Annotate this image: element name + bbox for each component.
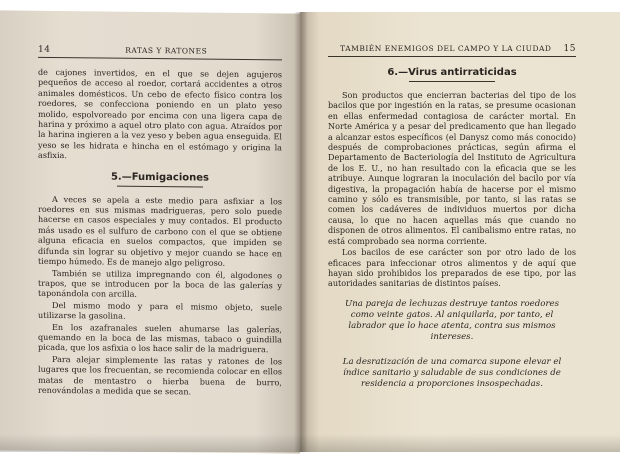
left-running-head: [38, 45, 282, 61]
right-running-title: TAMBIÉN ENEMIGOS DEL CAMPO Y LA CIUDAD: [340, 44, 552, 53]
left-page: [0, 10, 300, 453]
title-rule: [117, 185, 203, 187]
paragraph: Son productos que encierran bacterias del tipo de los bacilos que por ingestión en la ratas, se presume ocasionan en ellas enfermedad contagiosa de carácter mortal. En Norte América y a pesar del predicamento que han llegado a alcanzar estos específicos (el Danysz como más conocido) después de comprobaciones prácticas, según afirma el Departamento de Bacteriología del Instituto de Agricultura de los E. U., no han resultado con la eficacia que se les atribuye. Aunque lograran la inoculación del bacilo por vía digestiva, la propagación había de hacerse por el mismo camino y sólo es transmisible, por tanto, si las ratas se comen los cadáveres de individuos muertos por dicha causa, lo que no hacen aquellas más que cuando no disponen de otros alimentos. El canibalismo entre ratas, no está comprobado sea norma corriente.: [328, 90, 576, 246]
paragraph: A veces se apela a este medio para asfixiar a los roedores en sus mismas madrigueras, pero solo puede hacerse en casos especiales y muy contados. El producto más usado es el sulfuro de carbono con el que se obtiene alguna eficacia en suelos compactos, que impiden se difunda sin lograr su objetivo y mejor cuando se hace en tiempo húmedo. Es de manejo algo peligroso.: [38, 193, 282, 268]
section-title-virus: 6.—Virus antirraticidas: [387, 67, 517, 78]
left-running-title: RATAS Y RATONES: [125, 45, 208, 56]
fumigaciones-body: [38, 193, 282, 397]
paragraph: Para alejar simplemente las ratas y ratones de los lugares que los frecuentan, se recomienda colocar en ellos matas de mentastro o hierba buena de burro, renovándolas a medida que se secan.: [38, 353, 282, 397]
left-page-number: 14: [38, 44, 51, 55]
italic-note-lechuzas: Una pareja de lechuzas destruye tantos roedores como veinte gatos. Al aniquilarla, por tanto, el labrador que lo hace atenta, contra sus mismos intereses.: [344, 298, 560, 342]
title-rule: [409, 81, 495, 82]
page-edge-shadow: [0, 434, 620, 452]
paragraph: En los azafranales suelen ahumarse las galerías, quemando en la boca de las mismas, tabaco o guindilla picada, que los asfixia o los hace salir de la madriguera.: [38, 321, 282, 355]
paragraph: Del mismo modo y para el mismo objeto, suele utilizarse la gasolina.: [38, 299, 282, 321]
italic-note-desratizacion: La desratización de una comarca supone elevar el índice sanitario y saludable de sus condiciones de residencia a proporciones insospechadas.: [342, 356, 562, 389]
left-paragraph-continued: de cajones invertidos, en el que se dejen agujeros pequeños de acceso al roedor, cortará accidentes a otros animales domésticos. Un cebo de efecto físico contra los roedores, se confecciona poniendo en un plato yeso molido, espolvoreado por encima con una ligera capa de harina y próximo a aquel otro plato con agua. Atraídos por la harina ingieren a la vez yeso y beben agua enseguida. El yeso se les hidrata e hincha en el estómago y origina la asfixia.: [38, 66, 282, 161]
paragraph: Los bacilos de ese carácter son por otro lado de los eficaces para infeccionar otros alimentos y de aquí que hayan sido prohibidos los preparados de ese tipo, por las autoridades sanitarias de distintos países.: [328, 247, 576, 289]
right-page: [300, 12, 620, 452]
open-booklet: [0, 12, 620, 452]
left-body: [38, 67, 282, 163]
virus-body: [328, 90, 576, 289]
right-page-number: 15: [563, 44, 576, 54]
right-running-head: [328, 44, 576, 57]
section-title-fumigaciones: 5.—Fumigaciones: [110, 171, 210, 184]
book-spine: [294, 12, 308, 452]
paragraph: También se utiliza impregnando con él, algodones o trapos, que se introducen por la boca de las galerías y taponándola con arcilla.: [38, 267, 282, 300]
